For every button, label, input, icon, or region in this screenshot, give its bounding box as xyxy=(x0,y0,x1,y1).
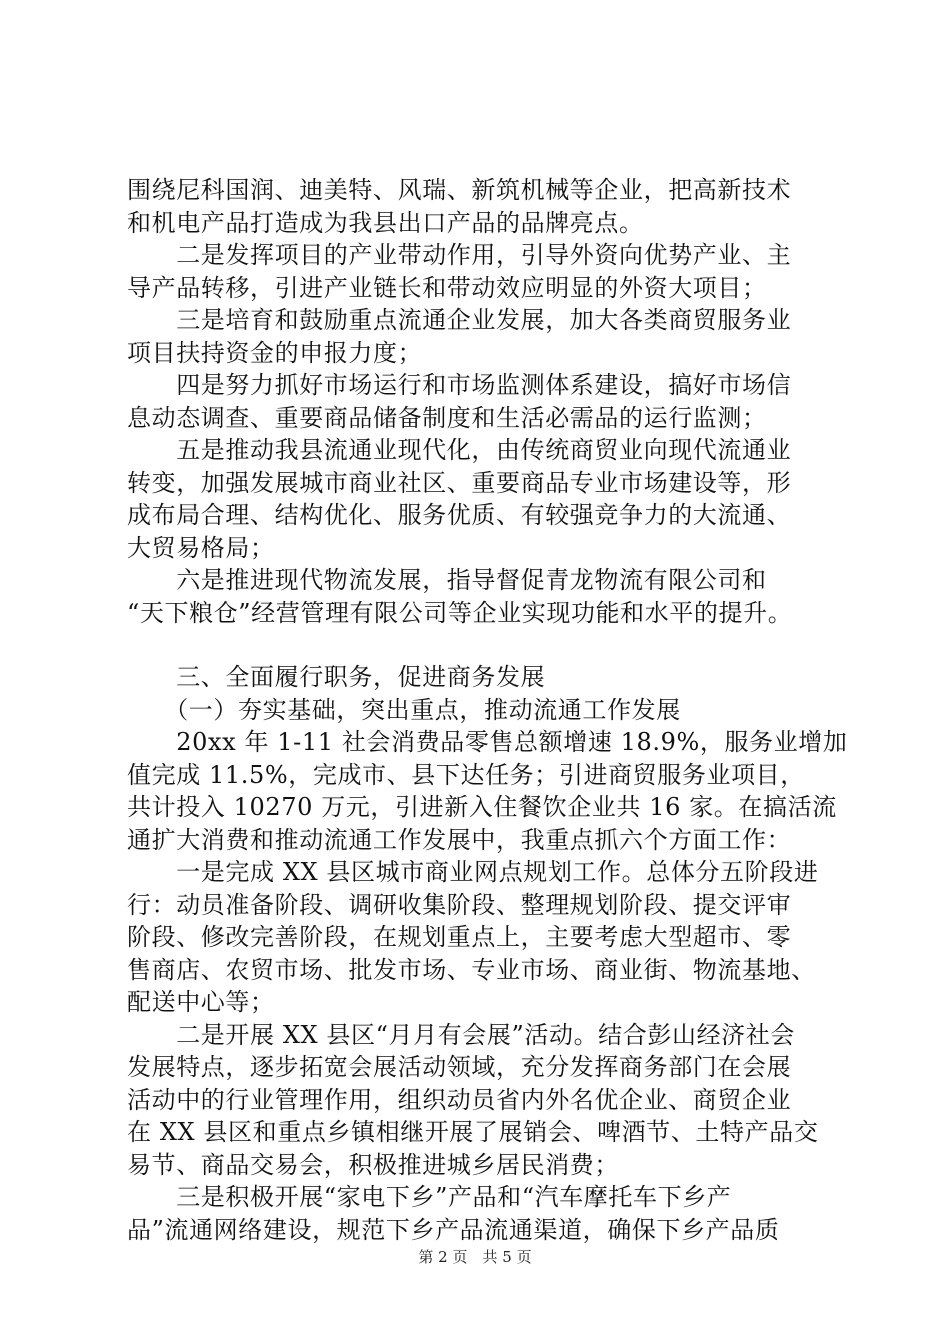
text-line: 和机电产品打造成为我县出口产品的品牌亮点。 xyxy=(127,208,644,237)
text-line: 项目扶持资金的申报力度； xyxy=(127,338,423,367)
text-line: 二是发挥项目的产业带动作用，引导外资向优势产业、主 xyxy=(127,241,792,269)
text-line: 阶段、修改完善阶段，在规划重点上，主要考虑大型超市、零 xyxy=(127,923,792,951)
paragraph-gap xyxy=(127,629,847,661)
text-line: 围绕尼科国润、迪美特、风瑞、新筑机械等企业，把高新技术 xyxy=(127,176,792,204)
text-line: 二是开展 XX 县区“月月有会展”活动。结合彭山经济社会 xyxy=(127,1020,795,1049)
text-line: 20xx 年 1-11 社会消费品零售总额增速 18.9%，服务业增加 xyxy=(127,728,848,756)
text-line: 行：动员准备阶段、调研收集阶段、整理规划阶段、提交评审 xyxy=(127,890,792,919)
text-line: 配送中心等； xyxy=(127,988,275,1016)
text-line: 售商店、农贸市场、批发市场、专业市场、商业街、物流基地、 xyxy=(127,955,816,984)
text-line: 发展特点，逐步拓宽会展活动领域，充分发挥商务部门在会展 xyxy=(127,1053,792,1081)
text-line: 在 XX 县区和重点乡镇相继开展了展销会、啤酒节、土特产品交 xyxy=(127,1118,819,1146)
text-line: 五是推动我县流通业现代化，由传统商贸业向现代流通业 xyxy=(127,436,792,464)
text-line: 一是完成 XX 县区城市商业网点规划工作。总体分五阶段进 xyxy=(127,858,819,886)
subsection-heading: （一）夯实基础，突出重点，推动流通工作发展 xyxy=(127,695,681,724)
text-line: 成布局合理、结构优化、服务优质、有较强竞争力的大流通、 xyxy=(127,501,792,529)
text-line: 活动中的行业管理作用，组织动员省内外名优企业、商贸企业 xyxy=(127,1085,792,1114)
text-line: 三是积极开展“家电下乡”产品和“汽车摩托车下乡产 xyxy=(127,1183,732,1211)
document-body xyxy=(127,174,847,1246)
page-number-footer: 第 2 页 共 5 页 xyxy=(418,1248,532,1266)
text-line: 易节、商品交易会，积极推进城乡居民消费； xyxy=(127,1150,619,1179)
text-line: 转变，加强发展城市商业社区、重要商品专业市场建设等，形 xyxy=(127,468,792,497)
text-line: 通扩大消费和推动流通工作发展中，我重点抓六个方面工作： xyxy=(127,825,792,854)
text-line: 四是努力抓好市场运行和市场监测体系建设，搞好市场信 xyxy=(127,371,792,399)
text-line: “天下粮仓”经营管理有限公司等企业实现功能和水平的提升。 xyxy=(127,598,793,627)
section-heading: 三、全面履行职务，促进商务发展 xyxy=(127,663,546,691)
text-line: 导产品转移，引进产业链长和带动效应明显的外资大项目； xyxy=(127,273,767,302)
text-line: 大贸易格局； xyxy=(127,533,275,562)
text-line: 三是培育和鼓励重点流通企业发展，加大各类商贸服务业 xyxy=(127,306,792,334)
text-line: 值完成 11.5%，完成市、县下达任务；引进商贸服务业项目， xyxy=(127,760,805,789)
text-line: 品”流通网络建设，规范下乡产品流通渠道，确保下乡产品质 xyxy=(127,1215,780,1244)
text-line: 息动态调查、重要商品储备制度和生活必需品的运行监测； xyxy=(127,403,767,432)
text-line: 共计投入 10270 万元，引进新入住餐饮企业共 16 家。在搞活流 xyxy=(127,793,837,821)
text-line: 六是推进现代物流发展，指导督促青龙物流有限公司和 xyxy=(127,566,767,594)
